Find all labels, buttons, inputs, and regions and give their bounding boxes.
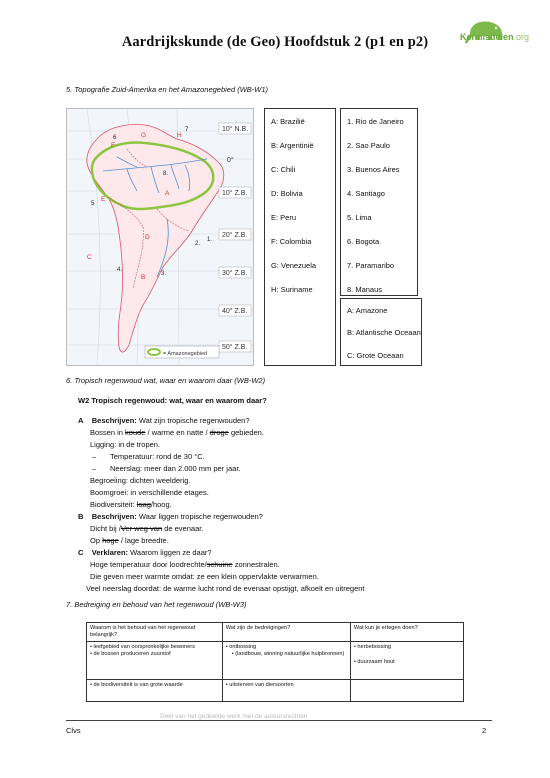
answer-text: de evenaar. [162,524,204,533]
logo-name: Kennisdelen [460,32,514,42]
question-c-letter: C [78,548,84,557]
table-cell [350,679,463,701]
city-item: 8. Manaus [347,285,383,294]
question-b-head: Beschrijven: [91,512,137,521]
question-c [78,548,212,557]
south-america-map [66,108,254,366]
country-item: F: Colombia [271,237,312,246]
question-a-text: Wat zijn tropische regenwouden? [136,416,250,425]
continent-shape [87,125,224,353]
answer-text: gebieden. [228,428,264,437]
section-7-heading: 7. Bedreiging en behoud van het regenwoud (WB-W3) [66,600,247,609]
city-item: 2. Sao Paulo [347,141,390,150]
map-letter-g: G [141,132,147,139]
map-number-4: 4. [117,267,123,273]
map-letter-d: D [145,234,150,241]
footer-left: Clvs [66,726,81,735]
kennisdelen-logo [440,16,535,52]
cell-text: leefgebied van oorspronkelijke bewoners [93,643,195,650]
question-a-head: Beschrijven: [91,416,137,425]
city-item: 3. Buenos Aires [347,165,400,174]
city-item: 4. Santiago [347,189,385,198]
struck-text: schuine [206,560,233,569]
lat-label-50z: 50° Z.B. [222,344,248,351]
city-item: 1. Rio de Janeiro [347,117,404,126]
answer-a4: Neerslag: meer dan 2.000 mm per jaar. [110,464,241,473]
list-item: • herbebossing [353,643,391,650]
table-cell [222,679,350,701]
city-item: 6. Bogota [347,237,380,246]
map-number-6: 6 [113,135,117,141]
water-item: B: Atlantische Oceaan [347,328,421,337]
cell-text: uitsterven van diersoorten [229,681,294,688]
map-letter-h: H [177,132,182,139]
lat-label-0: 0° [227,157,234,164]
answer-a7 [90,500,172,509]
waters-box [340,298,422,366]
answer-a3: Temperatuur: rond de 30 °C. [110,452,205,461]
question-c-text: Waarom liggen ze daar? [128,548,212,557]
table-row [87,679,464,701]
list-item: • de biodiversiteit is van grote waarde [90,681,183,688]
answer-a2: Ligging: in de tropen. [90,440,161,449]
section-6-heading: 6. Tropisch regenwoud wat, waar en waarom daar (WB-W2) [66,376,266,385]
struck-text: hoge [102,536,119,545]
answer-text: Biodiversiteit: [90,500,137,509]
table-header-row [87,623,464,642]
answer-a4-dash: – [92,464,97,473]
list-item: • uitsterven van diersoorten [225,681,294,688]
struck-text: laag [136,500,151,509]
cell-text: de bossen produceren zuurstof [93,650,171,657]
map-letter-a: A [165,190,170,197]
map-number-3: 3. [161,271,167,277]
question-b-text: Waar liggen tropische regenwouden? [136,512,263,521]
answer-b1 [90,524,203,533]
page-title: Aardrijkskunde (de Geo) Hoofdstuk 2 (p1 en p2) [121,34,429,50]
country-item: G: Venezuela [271,261,317,270]
map-letter-c: C [87,254,92,261]
answer-text: zonnestralen. [232,560,280,569]
answer-a1 [90,428,264,437]
struck-text: Ver weg van [120,524,163,533]
city-item: 5. Lima [347,213,372,222]
city-item: 7. Paramaribo [347,261,395,270]
lat-label-20z: 20° Z.B. [222,232,248,239]
list-item: • de bossen produceren zuurstof [90,650,171,657]
cell-text: (landbouw, winning natuurlijke hulpbronnen) [235,650,345,657]
struck-text: droge [209,428,229,437]
map-number-1: 1. [207,237,213,243]
cell-text: ontbossing [229,643,257,650]
answer-c3: Veel neerslag doordat: de warme lucht rond de evenaar opstijgt, afkoelt en uitregent [86,584,365,593]
cell-text: duurzaam hout [357,658,395,665]
footer-divider [66,720,492,721]
question-c-head: Verklaren: [91,548,129,557]
answer-a5: Begroeiing: dichten weelderig. [90,476,191,485]
question-a [78,416,250,425]
cell-text: de biodiversiteit is van grote waarde [93,681,183,688]
question-b [78,512,263,521]
lat-label-30z: 30° Z.B. [222,270,248,277]
answer-text: Dicht bij / [90,524,121,533]
table-cell [222,641,350,679]
page-number: 2 [482,726,487,735]
map-letter-b: B [141,274,146,281]
lat-label-10n: 10° N.B. [222,126,249,133]
answer-b2 [90,536,169,545]
table-cell [87,679,223,701]
country-item: B: Argentinië [271,141,314,150]
logo-suffix: .org [513,32,530,42]
water-item: C: Grote Oceaan [347,351,404,360]
answer-a6: Boomgroei: in verschillende etages. [90,488,209,497]
answer-c2: Die geven meer warmte omdat: ze een klein oppervlakte verwarmen. [90,572,319,581]
question-a-letter: A [78,416,84,425]
question-b-letter: B [78,512,84,521]
answer-a3-dash: – [92,452,97,461]
map-letter-e: E [101,196,106,203]
section-5-heading: 5. Topografie Zuid-Amerika en het Amazonegebied (WB-W1) [66,85,269,94]
answer-text: /hoog. [150,500,172,509]
map-number-5: 5 [91,201,95,207]
answer-c1 [90,560,280,569]
map-legend: = Amazonegebied [163,351,208,357]
answer-text: Hoge temperatuur door loodrechte/ [90,560,207,569]
list-item: • leefgebied van oorspronkelijke bewoners [90,643,195,650]
struck-text: koude [125,428,146,437]
map-letter-f: F [111,142,115,149]
table-header-cell: Waarom is het behoud van het regenwoud belangrijk? [87,623,223,642]
table-cell [87,641,223,679]
table-header-cell: Wat zijn de bedreigingen? [222,623,350,642]
section-6-subheading: W2 Tropisch regenwoud: wat, waar en waarom daar? [78,396,267,405]
lat-label-10z: 10° Z.B. [222,190,248,197]
cell-text: herbebossing [357,643,391,650]
map-number-7: 7 [185,127,189,133]
cities-box [340,108,418,296]
answer-text: Op [90,536,103,545]
country-item: E: Peru [271,213,297,222]
countries-box [264,108,336,366]
footer-faint-text: Deel van het gedeelde werk met de auteursrechten [160,713,308,720]
table-row [87,641,464,679]
list-item: • duurzaam hout [353,658,395,665]
country-item: H: Suriname [271,285,313,294]
map-number-2: 2. [195,241,201,247]
threats-table [86,622,464,702]
list-item: • (landbouw, winning natuurlijke hulpbronnen) [231,650,345,657]
answer-text: / warme en natte / [145,428,210,437]
map-number-8: 8. [163,171,169,177]
list-item: • ontbossing [225,643,257,650]
country-item: A: Brazilië [271,117,305,126]
answer-text: Bossen in [90,428,126,437]
table-header-cell: Wat kun je ertegen doen? [350,623,463,642]
country-item: D: Bolivia [271,189,303,198]
answer-text: / lage breedte. [118,536,169,545]
country-item: C: Chili [271,165,296,174]
lat-label-40z: 40° Z.B. [222,308,248,315]
water-item: A: Amazone [347,306,388,315]
table-cell [350,641,463,679]
